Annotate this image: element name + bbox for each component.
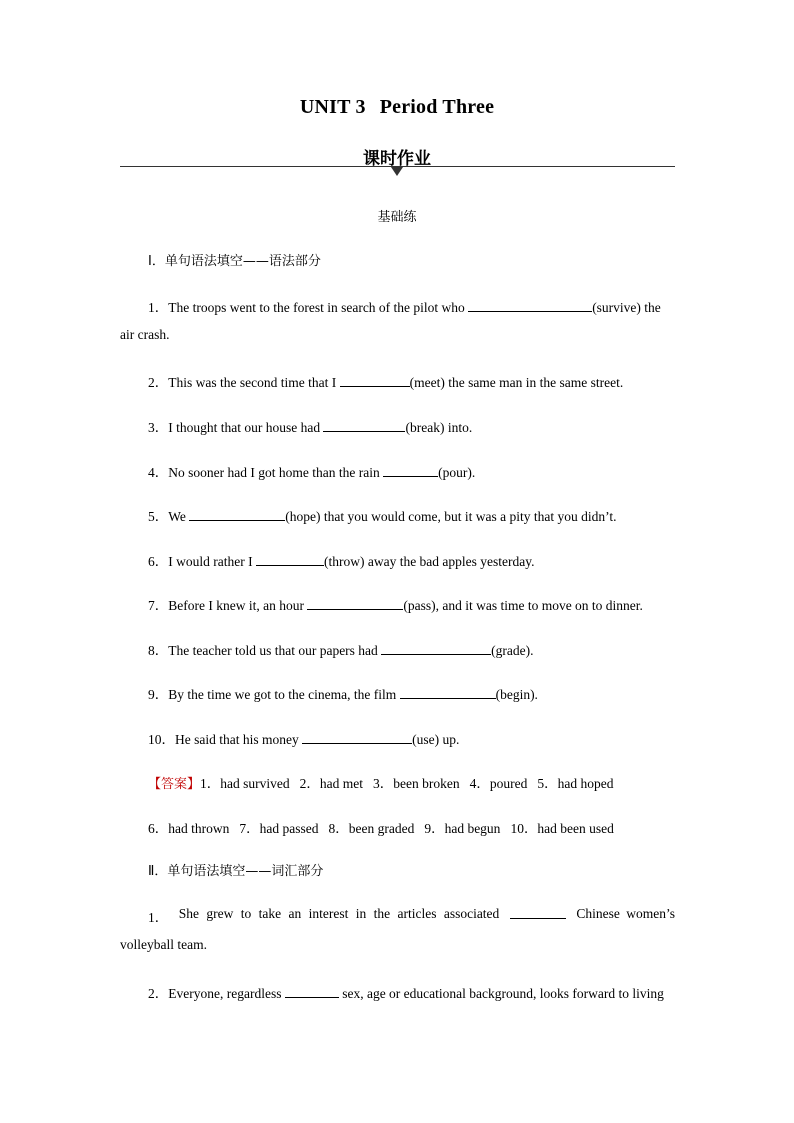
answer-item: 3．been broken (373, 776, 460, 791)
answer-item: 9．had begun (424, 821, 501, 836)
item-hint: (pass), and it was time to move on to dinner. (403, 598, 643, 613)
item-hint: (hope) that you would come, but it was a pity that you didn’t. (285, 509, 617, 524)
level-heading: 基础练 (377, 210, 417, 225)
item-number: 4． (148, 465, 169, 480)
answer-item: 5．had hoped (537, 776, 614, 791)
item-text: This was the second time that I (168, 375, 337, 390)
item-text: By the time we got to the cinema, the film (168, 687, 397, 702)
answer-item: 1．had survived (200, 776, 290, 791)
answer-blank[interactable] (468, 299, 592, 312)
item-text-after: Chinese women’s (576, 906, 675, 921)
item-hint: (meet) the same man in the same street. (409, 375, 624, 390)
item-text: I would rather I (168, 554, 253, 569)
item-hint: (grade). (491, 643, 534, 658)
answer-blank[interactable] (510, 906, 566, 919)
answer-item: 6．had thrown (148, 821, 230, 836)
item-hint: (pour). (438, 465, 476, 480)
exercise-item-1-cont: air crash. (120, 327, 170, 342)
answer-item: 7．had passed (239, 821, 319, 836)
exercise-item-8 (120, 639, 703, 659)
answer-blank[interactable] (256, 553, 324, 566)
section2-heading: Ⅱ．单句语法填空——词汇部分 (148, 864, 324, 879)
item-text: I thought that our house had (168, 420, 321, 435)
item-text-after: sex, age or educational background, looks forward to living (342, 986, 664, 1001)
exercise-item-5 (120, 505, 703, 525)
item-hint: (use) up. (412, 732, 460, 747)
item-text: We (168, 509, 186, 524)
answer-key-line-2 (120, 817, 703, 837)
item-number: 1． (148, 910, 169, 925)
exercise-item-2 (120, 371, 703, 391)
item-text: He said that his money (175, 732, 299, 747)
answer-key-line-1 (120, 772, 703, 792)
answer-item: 4．poured (469, 776, 528, 791)
answer-blank[interactable] (381, 642, 491, 655)
item-number: 3． (148, 420, 169, 435)
exercise-item-3 (120, 416, 703, 436)
exercise-item-10 (120, 728, 703, 748)
exercise-item-7 (120, 594, 703, 614)
item-number: 9． (148, 687, 169, 702)
answer-blank[interactable] (302, 731, 412, 744)
item-number: 2． (148, 986, 169, 1001)
item-text: Everyone, regardless (168, 986, 282, 1001)
vocab-item-1 (120, 906, 675, 926)
exercise-item-9 (120, 683, 703, 703)
answer-blank[interactable] (340, 374, 410, 387)
item-number: 7． (148, 598, 169, 613)
exercise-item-4 (120, 461, 703, 481)
item-hint: (break) into. (405, 420, 473, 435)
item-text: No sooner had I got home than the rain (168, 465, 380, 480)
exercise-item-1 (120, 296, 703, 316)
item-text: Before I knew it, an hour (168, 598, 304, 613)
item-number: 8． (148, 643, 169, 658)
vocab-item-1-cont: volleyball team. (120, 937, 207, 952)
answer-blank[interactable] (323, 419, 405, 432)
item-number: 2． (148, 375, 169, 390)
section-subtitle: 课时作业 (363, 149, 431, 169)
page-title (0, 96, 794, 119)
item-hint: (throw) away the bad apples yesterday. (323, 554, 535, 569)
section1-heading: Ⅰ．单句语法填空——语法部分 (148, 254, 321, 269)
item-number: 6． (148, 554, 169, 569)
answer-blank[interactable] (285, 985, 339, 998)
item-hint: (survive) the (592, 300, 661, 315)
item-text: The troops went to the forest in search of the pilot who (168, 300, 465, 315)
item-number: 5． (148, 509, 169, 524)
vocab-item-2 (120, 982, 703, 1002)
answer-blank[interactable] (307, 597, 403, 610)
title-unit: UNIT 3 (299, 96, 366, 118)
exercise-item-6 (120, 550, 703, 570)
item-number: 1． (148, 300, 169, 315)
down-triangle-icon (391, 167, 403, 176)
title-period: Period Three (379, 96, 495, 118)
answer-item: 2．had met (299, 776, 363, 791)
item-hint: (begin). (495, 687, 538, 702)
item-text: She grew to take an interest in the articles associated (178, 906, 500, 921)
answer-blank[interactable] (400, 686, 496, 699)
answer-item: 8．been graded (328, 821, 415, 836)
answer-blank[interactable] (189, 508, 285, 521)
answer-item: 10．had been used (510, 821, 614, 836)
item-number: 10． (148, 732, 175, 747)
answer-blank[interactable] (383, 464, 438, 477)
item-text: The teacher told us that our papers had (168, 643, 378, 658)
answer-label: 【答案】 (148, 777, 201, 792)
